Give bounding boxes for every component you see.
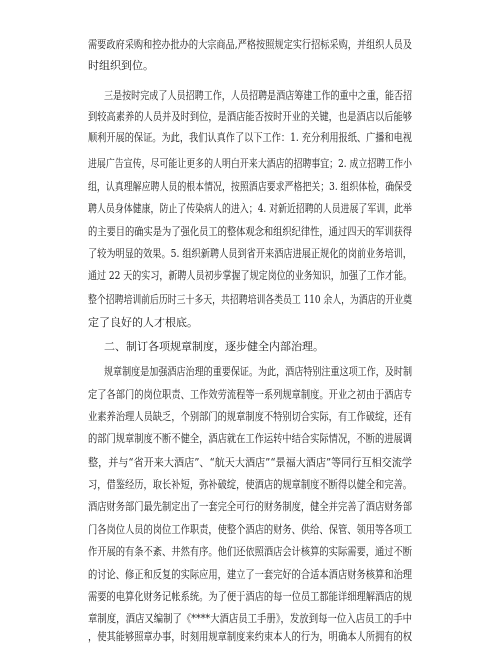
- text-line: 习，借鉴经历，取长补短，弥补破绽，使酒店的规章制度不断得以健全和完善。: [88, 478, 412, 491]
- text-line: 的讨论、修正和反复的实际应用，建立了一套完好的合适本酒店财务核算和治理: [88, 568, 412, 581]
- text-line: 聘人员身体健康，防止了传染病人的进入；4. 对新近招聘的人员进展了军训，此举: [88, 202, 412, 215]
- text-line: 业素养治理人员缺乏，个别部门的规章制度不特别切合实际，有工作破绽，还有: [88, 410, 412, 423]
- text-line: 的主要目的确实是为了强化员工的整体观念和组织纪律性，通过四天的军训获得: [88, 225, 412, 238]
- text-line: 的部门规章制度不断不健全，酒店就在工作运转中结合实际情况，不断的进展调: [88, 432, 412, 445]
- text-line: 定了良好的人才根底。: [88, 316, 198, 329]
- text-line: 整个招聘培训前后历时三十多天，共招聘培训各类员工 110 余人，为酒店的开业奠: [88, 293, 412, 306]
- text-line: 作开展的有条不紊、井然有序。他们还依照酒店会计核算的实际需要，通过不断: [88, 545, 412, 558]
- text-line: 通过 22 天的实习，新聘人员初步掌握了规定岗位的业务知识，加强了工作才能。: [88, 269, 412, 282]
- text-line: 进展广告宣传，尽可能让更多的人明白开来大酒店的招聘事宜；2. 成立招聘工作小: [88, 157, 412, 170]
- text-line: 需要政府采购和控办批办的大宗商品,严格按照规定实行招标采购，并组织人员及: [88, 38, 412, 51]
- text-line: 到较高素养的人员并及时到位，是酒店能否按时开业的关键，也是酒店以后能够: [88, 110, 412, 123]
- text-line: 需要的电算化财务记帐系统。为了便于酒店的每一位员工都能详细理解酒店的规: [88, 590, 412, 603]
- text-line: 三是按时完成了人员招聘工作，人员招聘是酒店筹建工作的重中之重，能否招: [104, 89, 412, 102]
- text-line: 酒店财务部门最先制定出了一套完全可行的财务制度，健全并完善了酒店财务部: [88, 500, 412, 513]
- text-line: 规章制度是加强酒店治理的重要保证。为此，酒店特别注重这项工作，及时制: [104, 365, 412, 378]
- text-line: ，使其能够照章办事，时刻用规章制度来约束本人的行为，明确本人所拥有的权: [88, 630, 412, 643]
- text-line: 定了各部门的岗位职责、工作效劳流程等一系列规章制度。开业之初由于酒店专: [88, 388, 412, 401]
- text-line: 整，并与“省开来大酒店”、“航天大酒店”“景福大酒店”等同行互相交流学: [88, 456, 412, 469]
- text-line: 时组织到位。: [88, 59, 154, 72]
- text-line: 组，认真理解应聘人员的根本情况，按照酒店要求严格把关；3. 组织体检，确保受: [88, 180, 412, 193]
- text-line: 顺利开展的保证。为此，我们认真作了以下工作：1. 充分利用报纸、广播和电视: [88, 131, 412, 144]
- text-line: 了较为明显的效果。5. 组织新聘人员到省开来酒店进展正规化的岗前业务培训，: [88, 247, 412, 260]
- text-line: 章制度，酒店又编制了《****大酒店员工手册》，发放到每一位入店员工的手中: [88, 612, 412, 625]
- section-heading: 二、制订各项规章制度，逐步健全内部治理。: [104, 340, 324, 353]
- text-line: 门各岗位人员的岗位工作职责，使整个酒店的财务、供给、保管、领用等各项工: [88, 523, 412, 536]
